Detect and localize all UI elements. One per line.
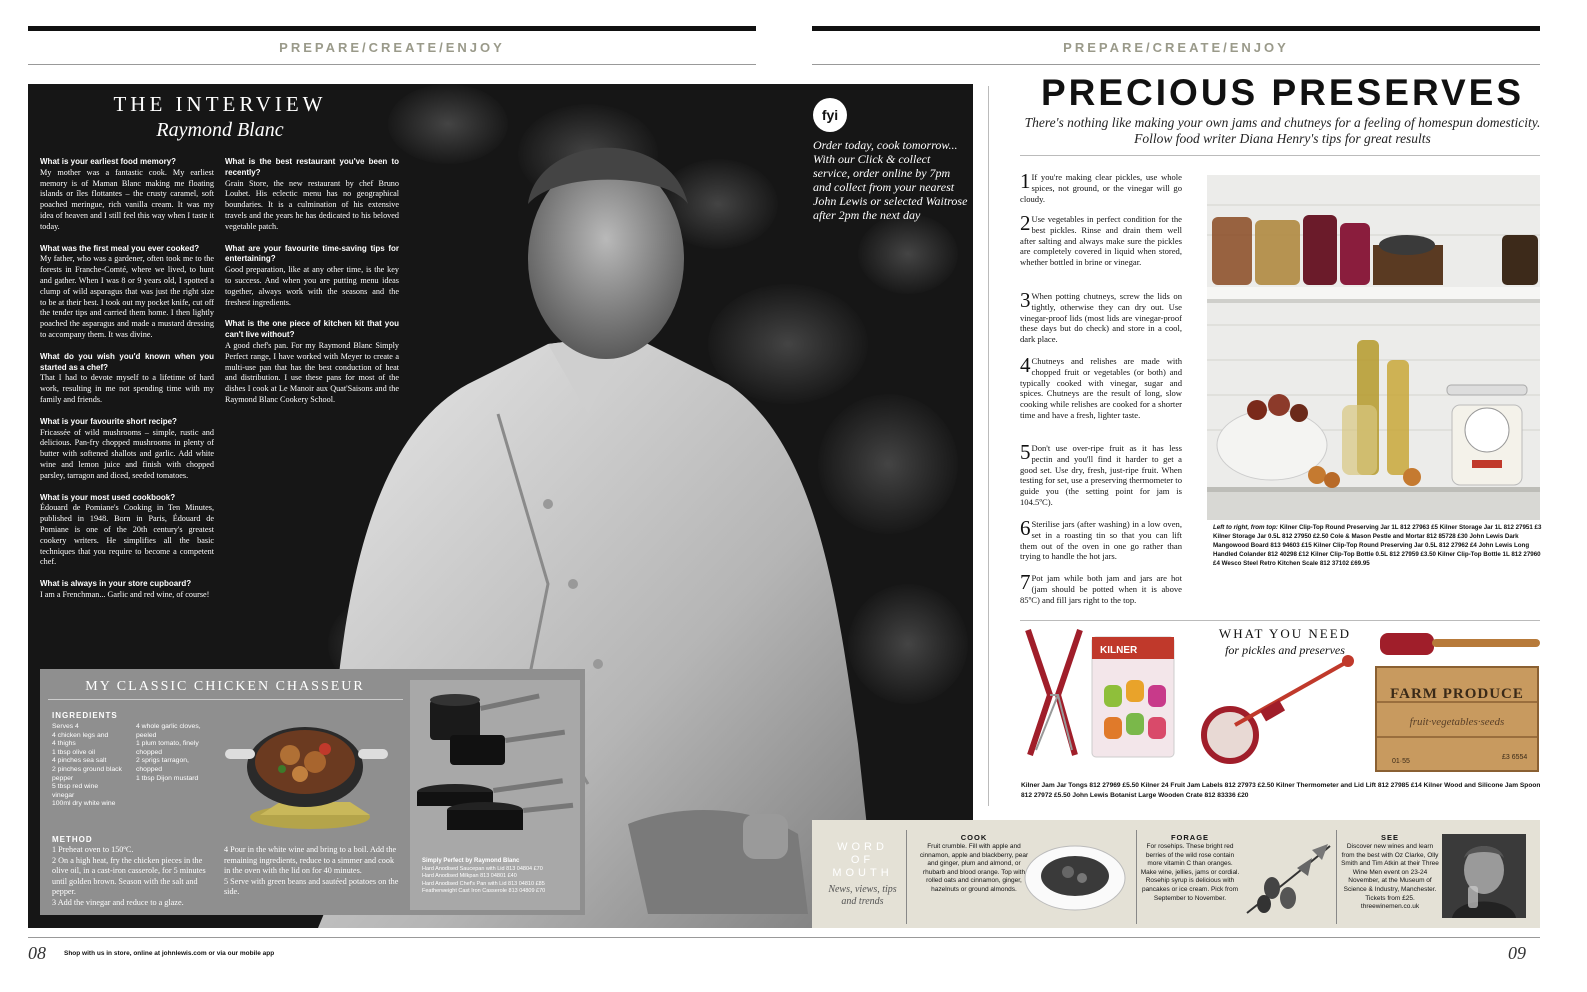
ingredient-line: 2 pinches ground black bbox=[52, 765, 122, 773]
interview-name: Raymond Blanc bbox=[156, 119, 284, 141]
qa-question: What was the first meal you ever cooked? bbox=[40, 243, 200, 253]
recipe-title: MY CLASSIC CHICKEN CHASSEUR bbox=[85, 679, 365, 694]
qa-answer: My mother was a fantastic cook. My earliest memory is of Maman Blanc making me floating islands or îles flottantes – the crusty caramel, soft poached meringue, rich vanilla cream. It was my idea of heaven and I still feel this way when I taste it today. bbox=[40, 167, 214, 231]
ingredient-line: chopped bbox=[136, 748, 163, 756]
tip-number: 4 bbox=[1020, 353, 1031, 377]
page-subtitle: There's nothing like making your own jams and chutneys for a feeling of homespun domesticity. Follow food writer Diana Henry's tips for great results bbox=[1024, 115, 1541, 146]
interview-title: THE INTERVIEW bbox=[113, 92, 327, 116]
forage-text: For rosehips. These bright red berries of the wild rose contain more vitamin C than oranges. Make wine, jellies, jams or cordial. Rosehip syrup is delicious with pancakes or ice cream. Pick from September to November. bbox=[1140, 843, 1240, 902]
tip-2 bbox=[1020, 211, 1182, 268]
ingredient-line: 4 whole garlic cloves, bbox=[136, 723, 201, 730]
crumble-bowl-image bbox=[1020, 836, 1130, 916]
tip-text: Don't use over-ripe fruit as it has less pectin and you'll find it harder to get a good set. Use dry, fresh, just-ripe fruit. When testing for set, use a preserving thermometer to guide you (the setting point for jam is 104.5ºC). bbox=[1020, 443, 1182, 507]
tip-number: 5 bbox=[1020, 440, 1031, 464]
what-you-need-rule bbox=[1020, 620, 1540, 621]
qa-question: What is your earliest food memory? bbox=[40, 157, 177, 166]
ingredient-line: 100ml dry white wine bbox=[52, 800, 116, 808]
header-rule-left bbox=[28, 64, 756, 65]
wooden-crate-image bbox=[1376, 667, 1538, 771]
tip-5 bbox=[1020, 440, 1182, 508]
ingredient-line: 4 thighs bbox=[52, 740, 76, 748]
wom-title-line: WORD bbox=[837, 841, 888, 853]
page-title: PRECIOUS PRESERVES bbox=[1040, 72, 1525, 113]
wom-title-line: MOUTH bbox=[832, 867, 893, 879]
jam-spoon-image bbox=[1380, 633, 1540, 655]
tip-text: Use vegetables in perfect condition for the best pickles. Rinse and drain them well after salting and always make sure the pickles are completely covered in liquid when stored, whether bottled in brine or vinegar. bbox=[1020, 214, 1182, 268]
wom-title-line: OF bbox=[850, 854, 875, 866]
what-you-need-title: WHAT YOU NEED bbox=[1218, 626, 1352, 641]
crate-number-right: £3 6554 bbox=[1502, 754, 1528, 761]
what-you-need-subtitle: for pickles and preserves bbox=[1225, 643, 1345, 657]
ingredients-heading: INGREDIENTS bbox=[52, 711, 118, 720]
shelf-illustration bbox=[1207, 175, 1540, 520]
qa-question: What is always in your store cupboard? bbox=[40, 579, 192, 589]
rosehip-branch-image bbox=[1242, 838, 1334, 918]
tip-number: 2 bbox=[1020, 211, 1031, 235]
tip-3 bbox=[1020, 288, 1182, 345]
jam-jar-tongs-image bbox=[1028, 630, 1080, 755]
pans-caption-item: Hard Anodised Saucepan with Lid 813 04804 £70 bbox=[422, 865, 543, 872]
ingredient-line: 2 sprigs tarragon, bbox=[136, 757, 189, 765]
qa-answer: Grain Store, the new restaurant by chef Bruno Loubet. His eclectic menu has no geographical boundaries. It is a culmination of his extensive travels and the years he has dedicated to his beloved vegetable patch. bbox=[225, 178, 399, 231]
qa-answer: A good chef's pan. For my Raymond Blanc Simply Perfect range, I have worked with Meyer to create a multi-use pan that has the best conduction of heat and distribution. I use these pans for most of the dishes I cook at Le Manoir aux Quat'Saisons and the Raymond Blanc Cookery School. bbox=[225, 340, 399, 404]
tip-text: Pot jam while both jam and jars are hot (jam should be potted when it is above 85ºC) and fill jars right to the top. bbox=[1020, 573, 1182, 605]
pans-caption-item: Hard Anodised Chef's Pan with Lid 813 04810 £85 bbox=[422, 880, 545, 887]
footer-shop-text: Shop with us in store, online at johnlewis.com or via our mobile app bbox=[64, 950, 275, 957]
method-step: 1 Preheat oven to 150ºC. bbox=[52, 845, 134, 854]
interview-heading bbox=[40, 92, 400, 142]
preserves-shelf-photo bbox=[1207, 175, 1540, 520]
ingredients-list-1 bbox=[52, 723, 137, 809]
ingredient-line: Serves 4 bbox=[52, 723, 79, 730]
method-step: 5 Serve with green beans and sautéed potatoes on the side. bbox=[224, 876, 399, 897]
pans-product-image bbox=[410, 680, 580, 850]
tip-text: If you're making clear pickles, use whole spices, not ground, or the vinegar will go cloudy. bbox=[1020, 172, 1182, 204]
label-pack-text: KILNER bbox=[1100, 645, 1138, 656]
tip-text: When potting chutneys, screw the lids on tightly, otherwise they can dry out. Use vinegar-proof lids (most lids are vinegar-proof these days but do check) and store in a cool, dark place. bbox=[1020, 291, 1182, 345]
qa-question: What is your favourite short recipe? bbox=[40, 416, 177, 426]
page-number-left: 08 bbox=[28, 943, 46, 963]
shelf-photo-credits bbox=[1213, 523, 1543, 568]
products-caption: Kilner Jam Jar Tongs 812 27969 £5.50 Kilner 24 Fruit Jam Labels 812 27973 £2.50 Kilner Thermometer and Lid Lift 812 27985 £14 Kilner Wood and Silicone Jam Spoon 812 27972 £5.50 John Lewis Botanist Large Wooden Crate 812 83336 £20 bbox=[1021, 782, 1541, 799]
method-step: 2 On a high heat, fry the chicken pieces in the olive oil, in a cast-iron casserole, for 5 minutes until golden brown. Season with the salt and pepper. bbox=[52, 855, 206, 897]
thermometer-lid-lift-image bbox=[1204, 655, 1354, 761]
method-column-2 bbox=[224, 845, 399, 898]
qa-answer: Édouard de Pomiane's Cooking in Ten Minutes, published in 1948. Born in Paris, Édouard de Pomiane is one of the 20th century's greatest cookery writers. He simplifies all the basic techniques that you require to become a competent chef. bbox=[40, 503, 214, 567]
qa-answer: Fricassée of wild mushrooms – simple, rustic and delicious. Pan-fry chopped mushrooms in plenty of butter with softened shallots and garlic. Add white wine and lemon juice and finish with chopped parsley, tarragon and diced, seeded tomatoes. bbox=[40, 427, 214, 480]
qa-question: What is the one piece of kitchen kit that you can't live without? bbox=[225, 319, 399, 340]
qa-question: What do you wish you'd known when you started as a chef? bbox=[40, 351, 214, 372]
forage-heading: FORAGE bbox=[1170, 833, 1210, 842]
qa-question: What are your favourite time-saving tips for entertaining? bbox=[225, 243, 399, 264]
title-rule bbox=[1020, 155, 1540, 156]
ingredient-line: pepper bbox=[52, 774, 74, 782]
qa-column-1 bbox=[40, 157, 214, 612]
fyi-badge: fyi bbox=[813, 98, 847, 132]
method-step: 3 Add the vinegar and reduce to a glaze. bbox=[52, 897, 184, 907]
credits-text: Kilner Clip-Top Round Preserving Jar 1L 812 27963 £5 Kilner Storage Jar 1L 812 27951 £3 Kilner Storage Jar 0.5L 812 27950 £2.50 Cole & Mason Pestle and Mortar 812 85728 £30 John Lewis Dark Mangowood Board 813 94603 £15 Kilner Clip-Top Round Preserving Jar 0.5L 812 27962 £4 John Lewis Long Handled Colander 812 40298 £12 Kilner Clip-Top Bottle 0.5L 812 27959 £3.50 Kilner Clip-Top Bottle 1L 812 27960 £4 Wesco Steel Retro Kitchen Scale 812 37102 £69.95 bbox=[1213, 524, 1542, 567]
crate-script-text: fruit·vegetables·seeds bbox=[1409, 716, 1505, 728]
qa-question: What is your most used cookbook? bbox=[40, 492, 176, 502]
column-divider bbox=[988, 86, 989, 806]
top-rule-right bbox=[812, 26, 1540, 31]
tip-text: Chutneys and relishes are made with chopped fruit or vegetables (or both) and typically cooked with vinegar, sugar and spices. Chutneys are the result of long, slow cooking while relishes are cooked for a shorter time and have a fresh, lighter taste. bbox=[1020, 356, 1182, 420]
ingredient-line: 1 plum tomato, finely bbox=[136, 740, 199, 748]
qa-answer: My father, who was a gardener, often took me to the forests in Franche-Comté, where we lived, to hunt and gather. When I was 8 or 9 years old, I spotted a clump of wild asparagus that was just the right size to be at their best. I took out my pocket knife, cut off the tender tips and carried them home. I then lightly poached the asparagus and made a mustard dressing to accompany them. It was divine. bbox=[40, 254, 214, 339]
tip-number: 1 bbox=[1020, 169, 1031, 193]
tip-7 bbox=[1020, 570, 1182, 605]
tip-4 bbox=[1020, 353, 1182, 421]
wom-divider bbox=[906, 830, 907, 924]
ingredient-line: 5 tbsp red wine bbox=[52, 783, 99, 791]
qa-answer: I am a Frenchman... Garlic and red wine, of course! bbox=[40, 589, 210, 599]
pans-caption-item: Featherweight Cast Iron Casserole 813 04809 £70 bbox=[422, 888, 546, 894]
wine-expert-photo bbox=[1442, 834, 1526, 918]
wom-divider bbox=[1336, 830, 1337, 924]
section-label-right: PREPARE/CREATE/ENJOY bbox=[1063, 40, 1289, 55]
qa-answer: That I had to devote myself to a lifetime of hard work, resulting in me not spending time with my family and friends. bbox=[40, 373, 214, 404]
tip-number: 3 bbox=[1020, 288, 1031, 312]
qa-question: What is the best restaurant you've been to recently? bbox=[225, 157, 399, 177]
ingredient-line: chopped bbox=[136, 765, 163, 773]
ingredient-line: 4 pinches sea salt bbox=[52, 757, 107, 765]
tip-text: Sterilise jars (after washing) in a low oven, set in a roasting tin so that you can lift them out of the oven in one go rather than trying to handle the hot jars. bbox=[1020, 519, 1182, 562]
ingredient-line: 4 chicken legs and bbox=[52, 731, 109, 739]
tip-1 bbox=[1020, 169, 1182, 204]
fruit-jam-labels-image bbox=[1092, 637, 1174, 757]
cook-heading: COOK bbox=[960, 833, 988, 842]
see-text: Discover new wines and learn from the best with Oz Clarke, Olly Smith and Tim Atkin at their Three Wine Men event on 23-24 November, at the Museum of Science & Industry, Manchester. Tickets from £25. threewinemen.co.uk bbox=[1341, 843, 1439, 911]
ingredient-line: vinegar bbox=[52, 791, 75, 799]
qa-answer: Good preparation, like at any other time, is the key to success. And when you are putting menu ideas together, always work with the seasons and the freshest ingredients. bbox=[225, 265, 399, 307]
see-heading: SEE bbox=[1380, 833, 1399, 842]
pans-caption-heading: Simply Perfect by Raymond Blanc bbox=[422, 858, 520, 864]
ingredients-list-2 bbox=[136, 723, 221, 783]
footer-rule-right bbox=[812, 937, 1540, 938]
method-column-1 bbox=[52, 845, 220, 909]
word-of-mouth-title bbox=[820, 841, 905, 880]
tip-number: 7 bbox=[1020, 570, 1031, 594]
tip-number: 6 bbox=[1020, 516, 1031, 540]
chicken-chasseur-dish-image bbox=[220, 707, 400, 832]
section-label-left: PREPARE/CREATE/ENJOY bbox=[279, 40, 505, 55]
cook-text: Fruit crumble. Fill with apple and cinnamon, apple and blackberry, pear and ginger, plum and almond, or rhubarb and blood orange. Top with rolled oats and cinnamon, ginger, hazelnuts or ground almonds. bbox=[919, 843, 1029, 893]
page-number-right: 09 bbox=[1508, 943, 1526, 963]
ingredient-line: peeled bbox=[136, 731, 157, 739]
ingredient-line: 1 tbsp olive oil bbox=[52, 748, 96, 756]
recipe-divider bbox=[48, 699, 403, 700]
pans-caption-item: Hard Anodised Milkpan 813 04801 £40 bbox=[422, 873, 517, 879]
method-step: 4 Pour in the white wine and bring to a boil. Add the remaining ingredients, reduce to a simmer and cook in the oven with the lid on for 40 minutes. bbox=[224, 845, 397, 876]
qa-column-2 bbox=[225, 157, 399, 417]
crate-label-text: FARM PRODUCE bbox=[1390, 686, 1524, 702]
top-rule-left bbox=[28, 26, 756, 31]
crate-number-left: 01·55 bbox=[1392, 758, 1410, 765]
method-heading: METHOD bbox=[52, 835, 93, 844]
credits-lead: Left to right, from top: bbox=[1213, 524, 1278, 531]
word-of-mouth-subtitle: News, views, tips and trends bbox=[828, 884, 897, 907]
pans-caption bbox=[422, 858, 582, 896]
header-rule-right bbox=[812, 64, 1540, 65]
tip-6 bbox=[1020, 516, 1182, 562]
wom-divider bbox=[1136, 830, 1137, 924]
fyi-text: Order today, cook tomorrow... With our Click & collect service, order online by 7pm and collect from your nearest John Lewis or selected Waitrose after 2pm the next day bbox=[813, 138, 968, 222]
ingredient-line: 1 tbsp Dijon mustard bbox=[136, 774, 199, 782]
